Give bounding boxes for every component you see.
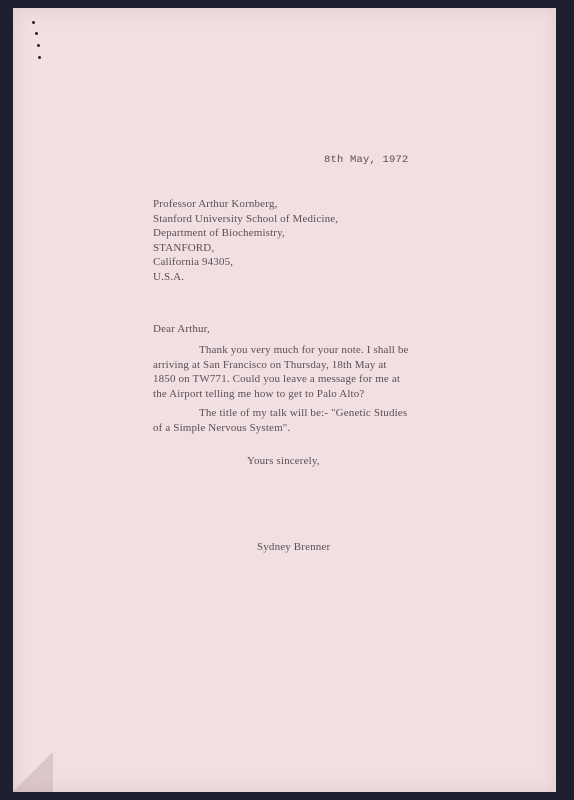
- signature-name: Sydney Brenner: [257, 541, 331, 553]
- page-corner-fold: [13, 752, 53, 792]
- binder-hole-mark: [32, 21, 35, 24]
- body-paragraph-1: [153, 343, 409, 401]
- paragraph-line: The title of my talk will be:- "Genetic Studies: [199, 407, 408, 419]
- binder-hole-mark: [37, 44, 40, 47]
- binder-hole-mark: [35, 32, 38, 35]
- paragraph-line: the Airport telling me how to get to Palo Alto?: [153, 387, 365, 400]
- paragraph-line: arriving at San Francisco on Thursday, 18th May at: [153, 358, 387, 371]
- letter-page: [13, 8, 556, 792]
- binder-hole-mark: [38, 56, 41, 59]
- address-line: California 94305,: [153, 256, 234, 269]
- address-line: U.S.A.: [153, 270, 185, 283]
- address-line: Professor Arthur Kornberg,: [153, 198, 278, 210]
- address-line: STANFORD,: [153, 241, 215, 254]
- recipient-address: [153, 197, 338, 285]
- closing: Yours sincerely,: [247, 455, 320, 467]
- letter-date: 8th May, 1972: [324, 154, 409, 166]
- paragraph-line: 1850 on TW771. Could you leave a message for me at: [153, 373, 401, 386]
- address-line: Stanford University School of Medicine,: [153, 212, 339, 225]
- salutation: Dear Arthur,: [153, 323, 210, 335]
- paragraph-line: of a Simple Nervous System".: [153, 421, 291, 434]
- body-paragraph-2: [153, 406, 407, 435]
- address-line: Department of Biochemistry,: [153, 227, 285, 240]
- paragraph-line: Thank you very much for your note. I shall be: [199, 344, 409, 356]
